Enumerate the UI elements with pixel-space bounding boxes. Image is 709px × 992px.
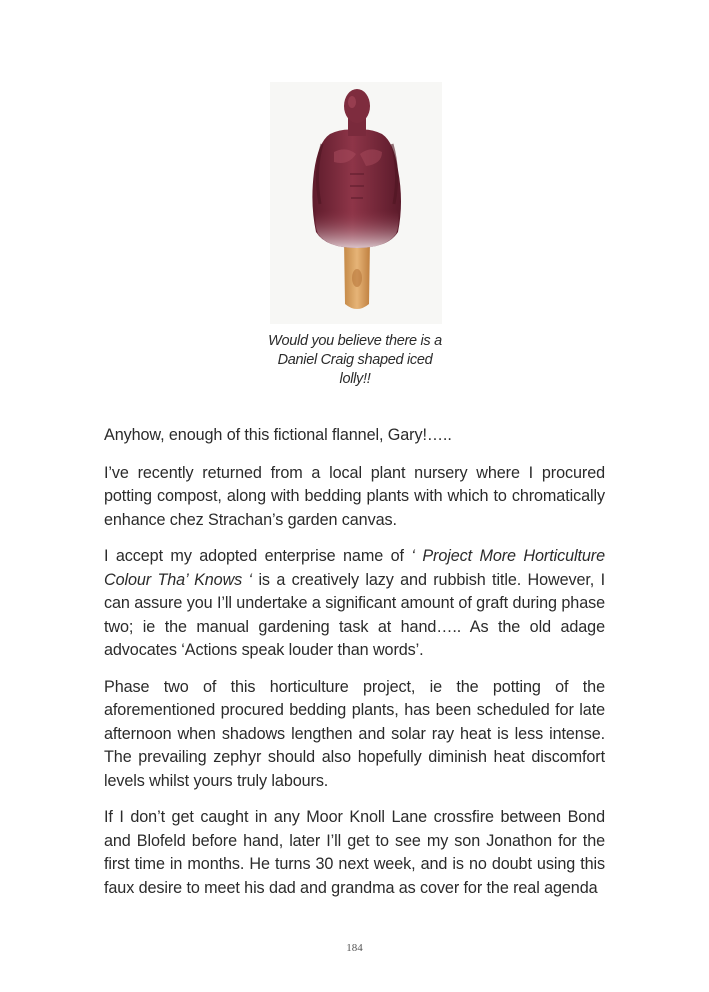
body-text — [104, 424, 605, 913]
enterprise-name: ‘ Project More Horticulture Colour Tha’ Knows ‘ — [104, 547, 605, 589]
paragraph-4: Phase two of this horticulture project, ie the potting of the aforementioned procured bedding plants, has been scheduled for late afternoon when shadows lengthen and solar ray heat is less intense. The prevailing zephyr should also hopefully diminish heat discomfort levels whilst yours truly labours. — [104, 677, 605, 790]
page-number: 184 — [346, 942, 363, 954]
caption-line: lolly!! — [339, 371, 371, 387]
paragraph-3-intro: I accept my adopted enterprise name of — [104, 547, 412, 565]
caption-line: Would you believe there is a — [268, 333, 442, 349]
caption-line: Daniel Craig shaped iced — [277, 352, 433, 368]
paragraph-1: Anyhow, enough of this fictional flannel, Gary!….. — [104, 426, 452, 444]
figure-caption — [248, 332, 462, 389]
paragraph-5: If I don’t get caught in any Moor Knoll Lane crossfire between Bond and Blofeld before hand, later I’ll get to see my son Jonathon for the first time in months. He turns 30 next week, and is no doubt using this faux desire to meet his dad and grandma as cover for the real agenda — [104, 808, 605, 897]
paragraph-3-rest: is a creatively lazy and rubbish title. However, I can assure you I’ll undertake a significant amount of graft during phase two; ie the manual gardening task at hand….. As the old adage advocates ‘Actions speak louder than words’. — [104, 570, 605, 659]
paragraph-2: I’ve recently returned from a local plant nursery where I procured potting compost, along with bedding plants with which to chromatically enhance chez Strachan’s garden canvas. — [104, 463, 605, 529]
lolly-image — [270, 82, 442, 324]
lolly-illustration — [270, 82, 442, 324]
paragraph-3 — [104, 545, 605, 663]
